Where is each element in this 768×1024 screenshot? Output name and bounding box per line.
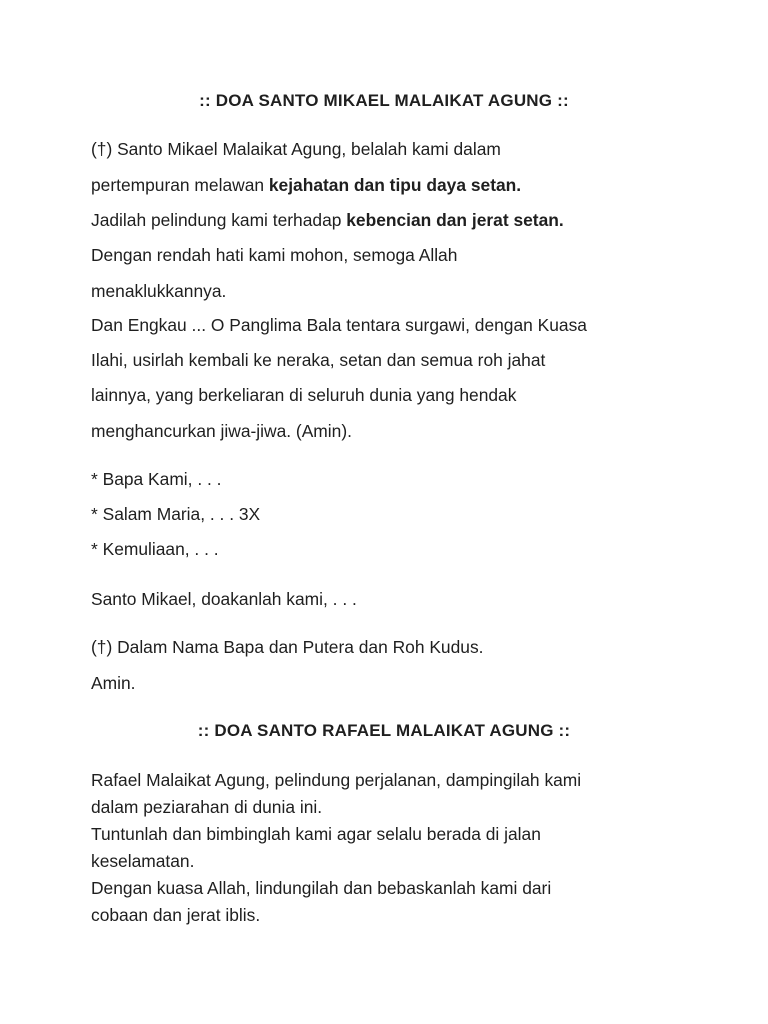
- mikael-line-7: Ilahi, usirlah kembali ke neraka, setan dan semua roh jahat: [91, 350, 546, 370]
- heading-rafael: :: DOA SANTO RAFAEL MALAIKAT AGUNG ::: [197, 721, 571, 740]
- mikael-line-4: Dengan rendah hati kami mohon, semoga Allah: [91, 245, 458, 265]
- mikael-line-2-text: pertempuran melawan: [91, 175, 269, 195]
- santo-mikael-doakan: Santo Mikael, doakanlah kami, . . .: [91, 589, 357, 609]
- rafael-line-2: dalam peziarahan di dunia ini.: [91, 797, 323, 817]
- mikael-line-3-text: Jadilah pelindung kami terhadap: [91, 210, 347, 230]
- mikael-line-1: (†) Santo Mikael Malaikat Agung, belalah kami dalam: [91, 139, 501, 159]
- mikael-line-3-bold: kebencian dan jerat setan.: [346, 210, 564, 230]
- rafael-line-5: Dengan kuasa Allah, lindungilah dan bebaskanlah kami dari: [91, 878, 552, 898]
- closing-line: (†) Dalam Nama Bapa dan Putera dan Roh Kudus.: [91, 637, 484, 657]
- mikael-line-2: [91, 174, 521, 196]
- rafael-line-1: Rafael Malaikat Agung, pelindung perjalanan, dampingilah kami: [91, 770, 582, 790]
- mikael-line-2-bold: kejahatan dan tipu daya setan.: [268, 175, 522, 195]
- mikael-line-5: menaklukkannya.: [91, 281, 227, 301]
- prayer-kemuliaan: * Kemuliaan, . . .: [91, 539, 219, 559]
- mikael-line-9: menghancurkan jiwa-jiwa. (Amin).: [91, 421, 352, 441]
- mikael-line-6: Dan Engkau ... O Panglima Bala tentara surgawi, dengan Kuasa: [91, 315, 587, 335]
- heading-mikael: :: DOA SANTO MIKAEL MALAIKAT AGUNG ::: [199, 91, 569, 110]
- prayer-bapa-kami: * Bapa Kami, . . .: [91, 469, 222, 489]
- prayer-salam-maria: * Salam Maria, . . . 3X: [91, 504, 261, 524]
- rafael-line-3: Tuntunlah dan bimbinglah kami agar selalu berada di jalan: [91, 824, 541, 844]
- rafael-line-6: cobaan dan jerat iblis.: [91, 905, 261, 925]
- mikael-line-3: [91, 209, 564, 231]
- mikael-line-8: lainnya, yang berkeliaran di seluruh dunia yang hendak: [91, 385, 517, 405]
- amin-line: Amin.: [91, 673, 136, 693]
- rafael-line-4: keselamatan.: [91, 851, 195, 871]
